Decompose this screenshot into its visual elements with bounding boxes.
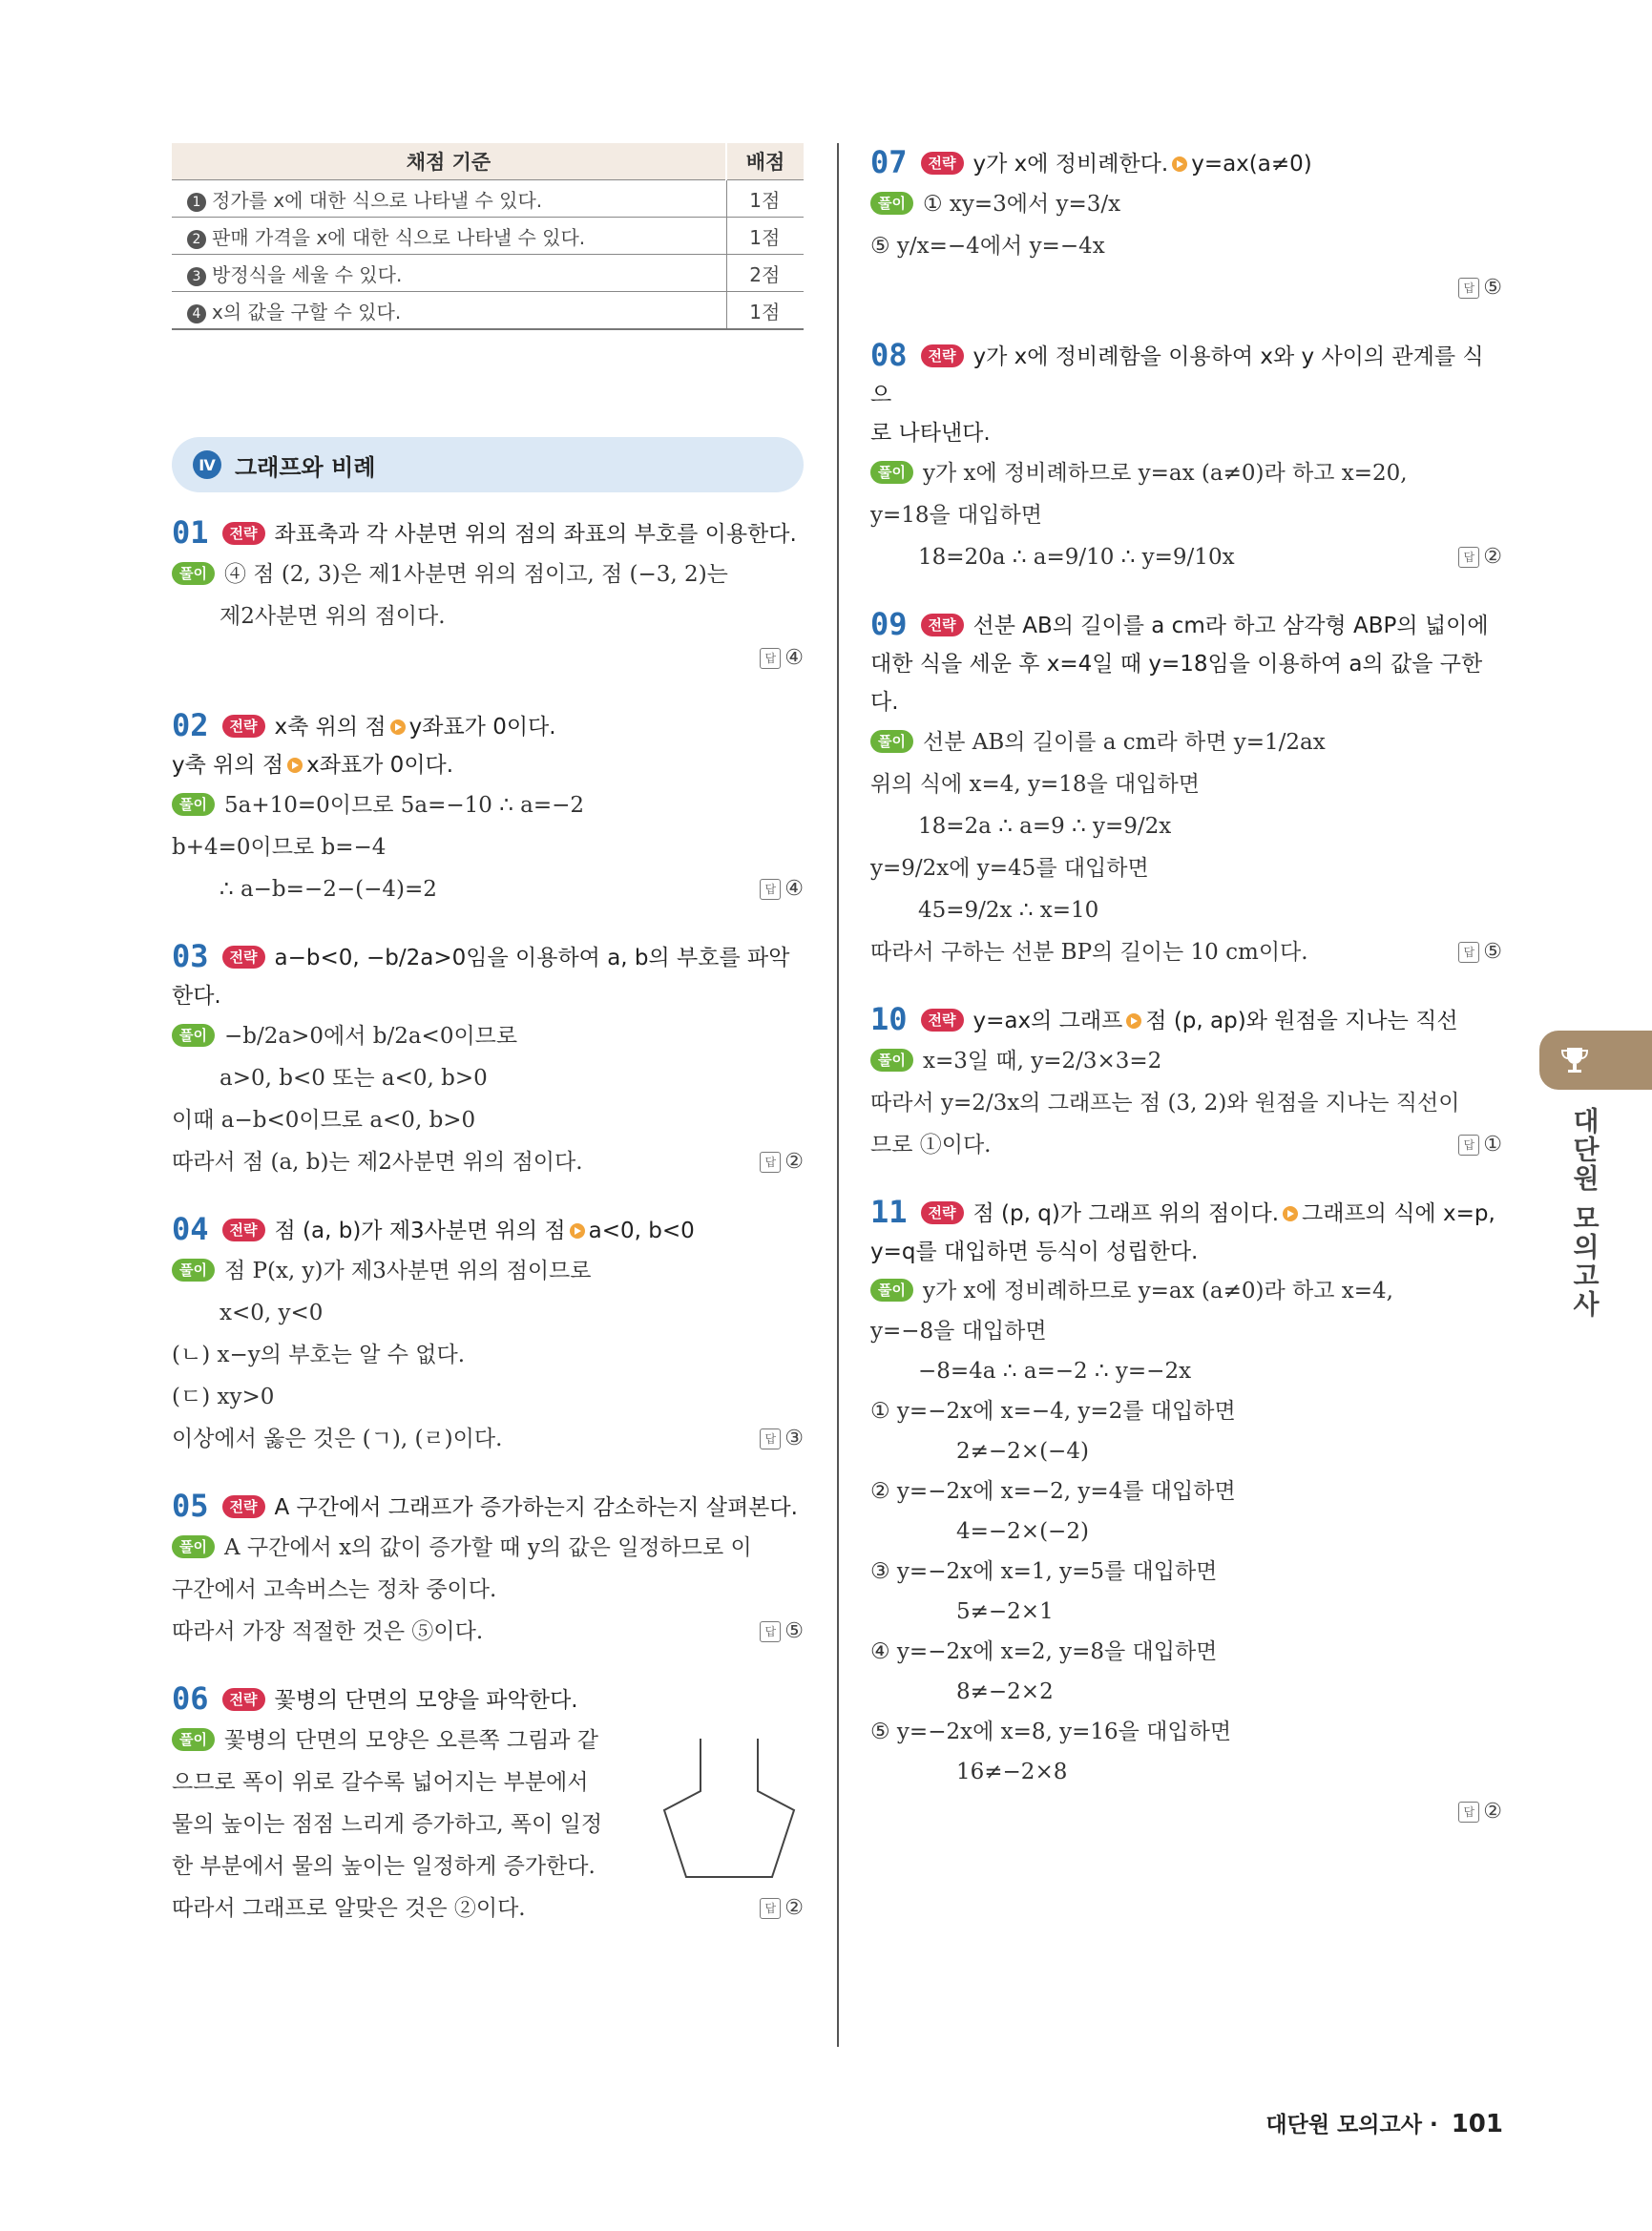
solution-line: 한 부분에서 물의 높이는 일정하게 증가한다. xyxy=(172,1854,596,1879)
footer-label: 대단원 모의고사 xyxy=(1265,2113,1422,2137)
answer-icon: 답 xyxy=(760,1621,781,1642)
solution-line: 18=20a ∴ a=9/10 ∴ y=9/10x xyxy=(918,545,1235,570)
grading-header-points: 배점 xyxy=(726,143,804,180)
step-marker: 2 xyxy=(187,230,206,249)
arrow-icon xyxy=(570,1223,585,1239)
problem-01 xyxy=(172,513,804,679)
solution-line: ④ y=−2x에 x=2, y=8을 대입하면 xyxy=(870,1639,1218,1664)
strategy-tag: 전략 xyxy=(222,946,265,969)
problem-number: 06 xyxy=(172,1680,209,1717)
solution-tag: 풀이 xyxy=(870,192,913,215)
answer-icon: 답 xyxy=(1458,1135,1479,1156)
problem-04 xyxy=(172,1210,804,1460)
problem-05 xyxy=(172,1487,804,1653)
solution-line: (ㄷ) xy>0 xyxy=(172,1385,275,1409)
page-footer xyxy=(1265,2107,1503,2138)
solution-tag: 풀이 xyxy=(172,1259,215,1282)
solution-line: 2≠−2×(−4) xyxy=(956,1439,1089,1464)
solution-line: ④ 점 (2, 3)은 제1사분면 위의 점이고, 점 (−3, 2)는 xyxy=(223,562,728,587)
answer-icon: 답 xyxy=(760,879,781,900)
answer-value: ⑤ xyxy=(1483,276,1502,300)
chapter-side-tab xyxy=(1539,1031,1652,1090)
strategy-text: 선분 AB의 길이를 a cm라 하고 삼각형 ABP의 넓이에 xyxy=(972,614,1489,638)
grading-criterion: 방정식을 세울 수 있다. xyxy=(212,262,403,286)
solution-line: 4=−2×(−2) xyxy=(956,1519,1089,1544)
problem-number: 07 xyxy=(870,144,908,180)
problem-02 xyxy=(172,706,804,910)
solution-line: ① y=−2x에 x=−4, y=2를 대입하면 xyxy=(870,1399,1236,1424)
problem-09 xyxy=(870,605,1502,973)
column-divider xyxy=(837,143,839,2047)
answer-value: ③ xyxy=(784,1427,804,1450)
solution-line: A 구간에서 x의 값이 증가할 때 y의 값은 일정하므로 이 xyxy=(223,1535,752,1560)
solution-tag: 풀이 xyxy=(172,1535,215,1558)
strategy-tag: 전략 xyxy=(222,1688,265,1711)
problem-number: 05 xyxy=(172,1488,209,1524)
solution-line: y=−8을 대입하면 xyxy=(870,1319,1047,1344)
strategy-text: a<0, b<0 xyxy=(588,1219,695,1243)
step-marker: 1 xyxy=(187,193,206,212)
strategy-tag: 전략 xyxy=(921,344,964,367)
solution-tag: 풀이 xyxy=(172,562,215,585)
answer-value: ② xyxy=(784,1896,804,1920)
left-column xyxy=(172,143,804,1956)
solution-line: y가 x에 정비례하므로 y=ax (a≠0)라 하고 x=4, xyxy=(922,1279,1393,1303)
solution-line: 으므로 폭이 위로 갈수록 넓어지는 부분에서 xyxy=(172,1770,589,1795)
solution-line: y=9/2x에 y=45를 대입하면 xyxy=(870,856,1149,881)
strategy-text: 좌표축과 각 사분면 위의 점의 좌표의 부호를 이용한다. xyxy=(274,522,797,547)
problem-10 xyxy=(870,1000,1502,1166)
right-column xyxy=(870,143,1502,1861)
trophy-icon xyxy=(1558,1044,1591,1076)
answer-value: ④ xyxy=(784,877,804,901)
solution-line: 8≠−2×2 xyxy=(956,1679,1054,1704)
solution-line: x<0, y<0 xyxy=(220,1301,324,1325)
answer-value: ② xyxy=(784,1150,804,1174)
section-title: 그래프와 비례 xyxy=(235,453,376,481)
strategy-text: x축 위의 점 xyxy=(274,715,387,740)
solution-line: 이상에서 옳은 것은 (ㄱ), (ㄹ)이다. xyxy=(172,1427,503,1451)
problem-number: 02 xyxy=(172,707,209,743)
strategy-text: x좌표가 0이다. xyxy=(306,753,454,778)
solution-line: ⑤ y=−2x에 x=8, y=16을 대입하면 xyxy=(870,1720,1232,1744)
strategy-tag: 전략 xyxy=(921,1201,964,1224)
problem-07 xyxy=(870,143,1502,309)
grading-criterion: 정가를 x에 대한 식으로 나타낼 수 있다. xyxy=(212,188,543,212)
strategy-text: a−b<0, −b/2a>0임을 이용하여 a, b의 부호를 파악 xyxy=(274,946,790,970)
problem-03 xyxy=(172,937,804,1183)
problem-number: 04 xyxy=(172,1211,209,1247)
strategy-text: 로 나타낸다. xyxy=(870,421,991,446)
strategy-tag: 전략 xyxy=(921,614,964,636)
solution-line: 물의 높이는 점점 느리게 증가하고, 폭이 일정 xyxy=(172,1812,603,1837)
answer-value: ② xyxy=(1483,1800,1502,1824)
solution-line: 위의 식에 x=4, y=18을 대입하면 xyxy=(870,772,1200,797)
answer-value: ⑤ xyxy=(1483,940,1502,964)
side-tab-label: 대단원 모의고사 xyxy=(1569,1107,1600,1319)
strategy-text: y=ax의 그래프 xyxy=(972,1009,1123,1033)
solution-line: 16≠−2×8 xyxy=(956,1760,1068,1784)
solution-line: 5≠−2×1 xyxy=(956,1599,1054,1624)
solution-line: 따라서 그래프로 알맞은 것은 ②이다. xyxy=(172,1896,526,1921)
solution-line: −b/2a>0에서 b/2a<0이므로 xyxy=(223,1024,518,1049)
solution-line: (ㄴ) x−y의 부호는 알 수 없다. xyxy=(172,1343,466,1367)
grading-row xyxy=(172,218,804,255)
strategy-text: 대한 식을 세운 후 x=4일 때 y=18임을 이용하여 a의 값을 구한다. xyxy=(870,652,1483,715)
solution-line: 따라서 가장 적절한 것은 ⑤이다. xyxy=(172,1619,484,1644)
answer-icon: 답 xyxy=(1458,1802,1479,1823)
solution-line: y가 x에 정비례하므로 y=ax (a≠0)라 하고 x=20, xyxy=(922,461,1408,486)
solution-tag: 풀이 xyxy=(172,1024,215,1047)
answer-value: ② xyxy=(1483,545,1502,569)
strategy-text: A 구간에서 그래프가 증가하는지 감소하는지 살펴본다. xyxy=(274,1495,798,1520)
solution-line: 따라서 y=2/3x의 그래프는 점 (3, 2)와 원점을 지나는 직선이 xyxy=(870,1091,1460,1116)
strategy-text: y가 x에 정비례함을 이용하여 x와 y 사이의 관계를 식으 xyxy=(870,344,1484,407)
problem-08 xyxy=(870,336,1502,578)
strategy-tag: 전략 xyxy=(222,522,265,545)
grading-row xyxy=(172,255,804,292)
answer-icon: 답 xyxy=(1458,547,1479,568)
answer-icon: 답 xyxy=(760,1152,781,1173)
answer-value: ④ xyxy=(784,646,804,670)
strategy-tag: 전략 xyxy=(921,1009,964,1032)
problem-number: 11 xyxy=(870,1194,908,1230)
grading-points: 2점 xyxy=(726,255,804,292)
answer-icon: 답 xyxy=(760,1428,781,1449)
problem-11 xyxy=(870,1193,1502,1834)
grading-criterion: 판매 가격을 x에 대한 식으로 나타낼 수 있다. xyxy=(212,225,586,249)
strategy-text: y=q를 대입하면 등식이 성립한다. xyxy=(870,1240,1199,1264)
footer-separator: · xyxy=(1429,2113,1438,2137)
solution-line: ⑤ y/x=−4에서 y=−4x xyxy=(870,234,1105,259)
solution-line: y=18을 대입하면 xyxy=(870,503,1042,528)
solution-tag: 풀이 xyxy=(870,461,913,484)
problem-number: 08 xyxy=(870,337,908,373)
grading-points: 1점 xyxy=(726,218,804,255)
answer-icon: 답 xyxy=(760,648,781,669)
solution-line: 45=9/2x ∴ x=10 xyxy=(918,898,1099,923)
problem-number: 09 xyxy=(870,606,908,642)
arrow-icon xyxy=(1126,1013,1141,1029)
strategy-text: y좌표가 0이다. xyxy=(408,715,556,740)
solution-line: 제2사분면 위의 점이다. xyxy=(220,604,446,629)
solution-line: 선분 AB의 길이를 a cm라 하면 y=1/2ax xyxy=(922,730,1326,755)
solution-tag: 풀이 xyxy=(172,793,215,816)
strategy-text: y축 위의 점 xyxy=(172,753,284,778)
strategy-tag: 전략 xyxy=(921,152,964,175)
strategy-text: 점 (p, q)가 그래프 위의 점이다. xyxy=(972,1201,1280,1226)
problem-number: 10 xyxy=(870,1001,908,1037)
solution-tag: 풀이 xyxy=(870,1279,913,1302)
solution-line: 이때 a−b<0이므로 a<0, b>0 xyxy=(172,1108,476,1133)
strategy-text: 점 (a, b)가 제3사분면 위의 점 xyxy=(274,1219,566,1243)
problem-06 xyxy=(172,1679,804,1929)
solution-line: 따라서 점 (a, b)는 제2사분면 위의 점이다. xyxy=(172,1150,583,1175)
solution-line: ② y=−2x에 x=−2, y=4를 대입하면 xyxy=(870,1479,1236,1504)
solution-line: a>0, b<0 또는 a<0, b>0 xyxy=(220,1066,488,1091)
strategy-text: 점 (p, ap)와 원점을 지나는 직선 xyxy=(1145,1009,1458,1033)
solution-line: −8=4a ∴ a=−2 ∴ y=−2x xyxy=(918,1359,1192,1384)
grading-row xyxy=(172,180,804,218)
solution-tag: 풀이 xyxy=(870,730,913,753)
solution-line: 꽃병의 단면의 모양은 오른쪽 그림과 같 xyxy=(223,1728,599,1753)
strategy-text: 그래프의 식에 x=p, xyxy=(1302,1201,1495,1226)
solution-line: ∴ a−b=−2−(−4)=2 xyxy=(220,877,437,902)
page-number: 101 xyxy=(1451,2110,1503,2138)
grading-points: 1점 xyxy=(726,292,804,330)
section-numeral: Ⅳ xyxy=(193,450,221,479)
solution-tag: 풀이 xyxy=(870,1049,913,1072)
arrow-icon xyxy=(287,758,303,773)
solution-line: 므로 ①이다. xyxy=(870,1133,992,1157)
solution-line: 점 P(x, y)가 제3사분면 위의 점이므로 xyxy=(223,1259,592,1283)
problem-number: 01 xyxy=(172,514,209,551)
solution-line: x=3일 때, y=2/3×3=2 xyxy=(922,1049,1162,1074)
solution-line: 구간에서 고속버스는 정차 중이다. xyxy=(172,1577,497,1602)
grading-points: 1점 xyxy=(726,180,804,218)
solution-line: b+4=0이므로 b=−4 xyxy=(172,835,387,860)
answer-icon: 답 xyxy=(1458,278,1479,299)
solution-line: 5a+10=0이므로 5a=−10 ∴ a=−2 xyxy=(223,793,585,818)
grading-criterion: x의 값을 구할 수 있다. xyxy=(212,300,402,323)
solution-line: ③ y=−2x에 x=1, y=5를 대입하면 xyxy=(870,1559,1218,1584)
answer-value: ⑤ xyxy=(784,1619,804,1643)
arrow-icon xyxy=(1172,156,1187,172)
answer-icon: 답 xyxy=(1458,942,1479,963)
strategy-text: y가 x에 정비례한다. xyxy=(972,152,1169,177)
grading-row xyxy=(172,292,804,330)
strategy-tag: 전략 xyxy=(222,1495,265,1518)
arrow-icon xyxy=(390,719,406,735)
strategy-tag: 전략 xyxy=(222,1219,265,1241)
solution-line: 18=2a ∴ a=9 ∴ y=9/2x xyxy=(918,814,1172,839)
problem-number: 03 xyxy=(172,938,209,974)
answer-icon: 답 xyxy=(760,1898,781,1919)
solution-line: ① xy=3에서 y=3/x xyxy=(922,192,1121,217)
grading-table xyxy=(172,143,804,330)
strategy-text: y=ax(a≠0) xyxy=(1191,152,1312,177)
step-marker: 3 xyxy=(187,267,206,286)
solution-line: 따라서 구하는 선분 BP의 길이는 10 cm이다. xyxy=(870,940,1308,965)
section-header xyxy=(172,437,804,492)
strategy-tag: 전략 xyxy=(222,715,265,738)
solution-tag: 풀이 xyxy=(172,1728,215,1751)
answer-value: ① xyxy=(1483,1133,1502,1157)
step-marker: 4 xyxy=(187,304,206,323)
strategy-text: 한다. xyxy=(172,984,221,1009)
strategy-text: 꽃병의 단면의 모양을 파악한다. xyxy=(274,1688,578,1713)
arrow-icon xyxy=(1283,1206,1298,1221)
grading-header-criteria: 채점 기준 xyxy=(172,143,726,180)
